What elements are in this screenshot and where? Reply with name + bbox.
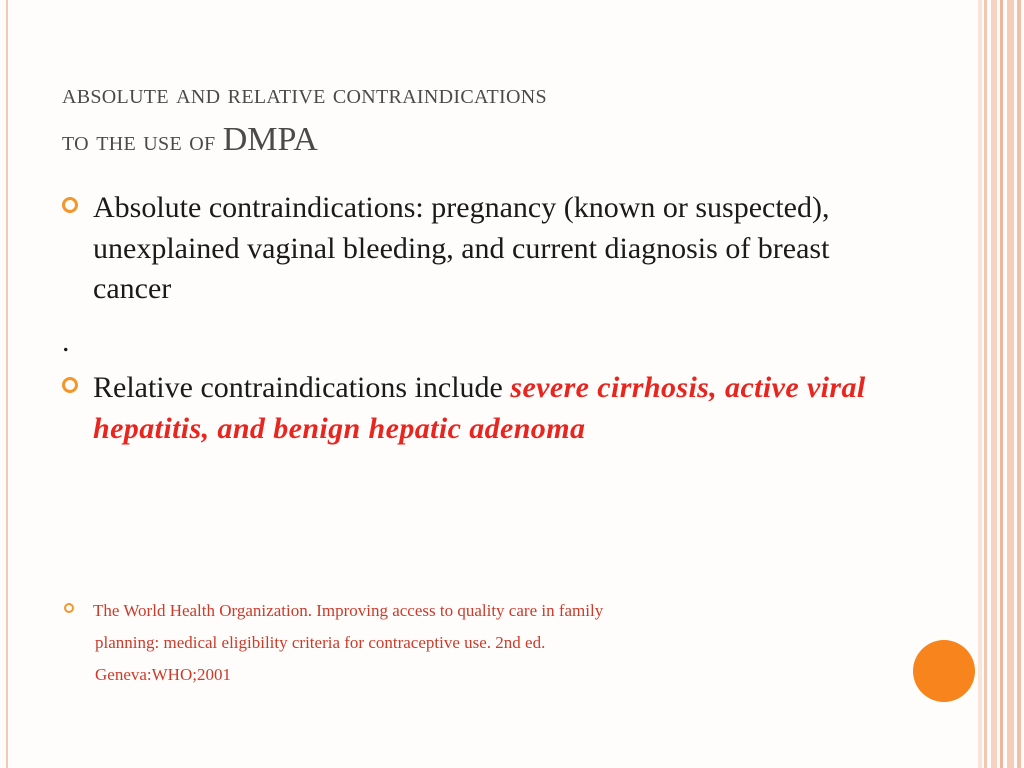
bullet-absolute-contraindications (62, 188, 882, 310)
bullet-lead-text: Relative contraindications include (93, 371, 511, 404)
bullet-circle-icon (62, 197, 78, 213)
reference-line-3: Geneva:WHO;2001 (95, 665, 231, 684)
stripe (1007, 0, 1014, 768)
bullet-circle-icon (64, 603, 74, 613)
right-decorative-stripes (978, 0, 1024, 768)
bullet-relative-contraindications (62, 368, 882, 449)
bullet-text (93, 368, 882, 449)
slide-title (62, 70, 912, 164)
decorative-orange-circle (913, 640, 975, 702)
stripe (978, 0, 982, 768)
stripe (1017, 0, 1021, 768)
stripe (1000, 0, 1003, 768)
stripe (984, 0, 987, 768)
left-border-line (6, 0, 8, 768)
title-acronym: DMPA (222, 121, 318, 158)
title-line-1: absolute and relative contraindications (62, 79, 547, 110)
reference-citation (62, 595, 882, 691)
bullet-circle-icon (62, 377, 78, 393)
title-line-2: to the use of (62, 126, 223, 157)
stripe (991, 0, 997, 768)
reference-line-2: planning: medical eligibility criteria for contraceptive use. 2nd ed. (95, 633, 546, 652)
separator-dot: . (62, 325, 70, 358)
bullet-text: Absolute contraindications: pregnancy (known or suspected), unexplained vaginal bleeding, and current diagnosis of breast cancer (93, 191, 830, 305)
bullet-emphasis-text: severe cirrhosis, active viral hepatitis, and benign hepatic adenoma (93, 371, 866, 445)
reference-line-1: The World Health Organization. Improving access to quality care in family (93, 601, 604, 620)
